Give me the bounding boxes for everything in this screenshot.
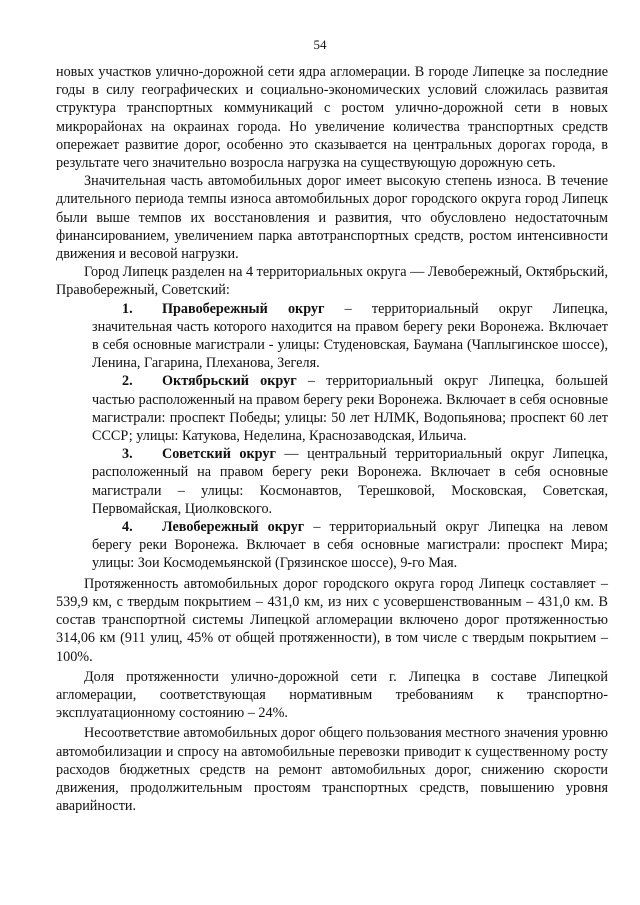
- paragraph-6: Несоответствие автомобильных дорог общего пользования местного значения уровню автомобилизации и спросу на автомобильные перевозки приводит к существенному росту расходов бюджетных средств на ремонт автомобильных дорог, снижению скорости движения, продолжительным простоям транспортных средств, повышению уровня аварийности.: [56, 725, 608, 815]
- district-name: Левобережный округ: [162, 519, 305, 536]
- district-name: Советский округ: [162, 446, 276, 463]
- paragraph-1: новых участков улично-дорожной сети ядра агломерации. В городе Липецке за последние годы в силу географических и социально-экономических условий сложилась развитая структура транспортных коммуникаций с ростом улично-дорожной сети в новых микрорайонах на окраинах города. Но увеличение количества транспортных средств опережает развитие дорог, особенно это сказывается на центральных дорогах города, в результате чего значительно возросла нагрузка на существующую дорожную сеть.: [56, 64, 608, 172]
- district-item-4: [92, 518, 608, 573]
- paragraph-2: Значительная часть автомобильных дорог имеет высокую степень износа. В течение длительного периода темпы износа автомобильных дорог городского округа город Липецк были выше темпов их восстановления и развития, что обусловлено недостаточным финансированием, увеличением парка автотранспортных средств, ростом интенсивности движения и весовой нагрузки.: [56, 173, 608, 263]
- district-number: 1.: [122, 300, 133, 317]
- district-item-1: [92, 300, 608, 373]
- district-description: — центральный территориальный округ Липецка, расположенный на правом берегу реки Воронежа. Включает в себя основные магистрали – улицы: Космонавтов, Терешковой, Московская, Советская, Первомайская, Циолковского.: [92, 446, 608, 517]
- district-name: Правобережный округ: [162, 300, 325, 317]
- district-description: – территориальный округ Липецка, значительная часть которого находится на правом берегу реки Воронежа. Включает в себя основные магистрали - улицы: Студеновская, Баумана (Чаплыгинское шоссе), Ленина, Гагарина, Плеханова, Зегеля.: [92, 300, 608, 372]
- district-number: 2.: [122, 373, 133, 390]
- district-description: – территориальный округ Липецка, большей частью расположенный на правом берегу реки Воронежа. Включает в себя основные магистрали: проспект Победы; улицы: 50 лет НЛМК, Водопьянова; проспект 60 лет СССР; улицы: Катукова, Неделина, Краснозаводская, Ильича.: [92, 373, 609, 445]
- district-name: Октябрьский округ: [162, 373, 297, 390]
- district-description: – территориальный округ Липецка на левом берегу реки Воронежа. Включает в себя основные магистрали: проспект Мира; улицы: Зои Космодемьянской (Грязинское шоссе), 9-го Мая.: [92, 519, 608, 572]
- page-number: 54: [313, 37, 327, 52]
- district-item-3: [92, 445, 608, 518]
- district-item-2: [92, 372, 608, 445]
- paragraph-3: Город Липецк разделен на 4 территориальных округа — Левобережный, Октябрьский, Правобережный, Советский:: [56, 264, 608, 299]
- paragraph-5: Доля протяженности улично-дорожной сети г. Липецка в составе Липецкой агломерации, соответствующая нормативным требованиям к транспортно-эксплуатационному состоянию – 24%.: [56, 668, 608, 722]
- paragraph-4: Протяженность автомобильных дорог городского округа город Липецк составляет – 539,9 км, с твердым покрытием – 431,0 км, из них с усовершенствованным – 431,0 км. В состав транспортной системы Липецкой агломерации включено дорог протяженностью 314,06 км (911 улиц, 45% от общей протяженности), в том числе с твердым покрытием – 100%.: [56, 575, 608, 665]
- district-number: 3.: [122, 446, 133, 463]
- document-body: [56, 63, 608, 815]
- district-number: 4.: [122, 519, 133, 536]
